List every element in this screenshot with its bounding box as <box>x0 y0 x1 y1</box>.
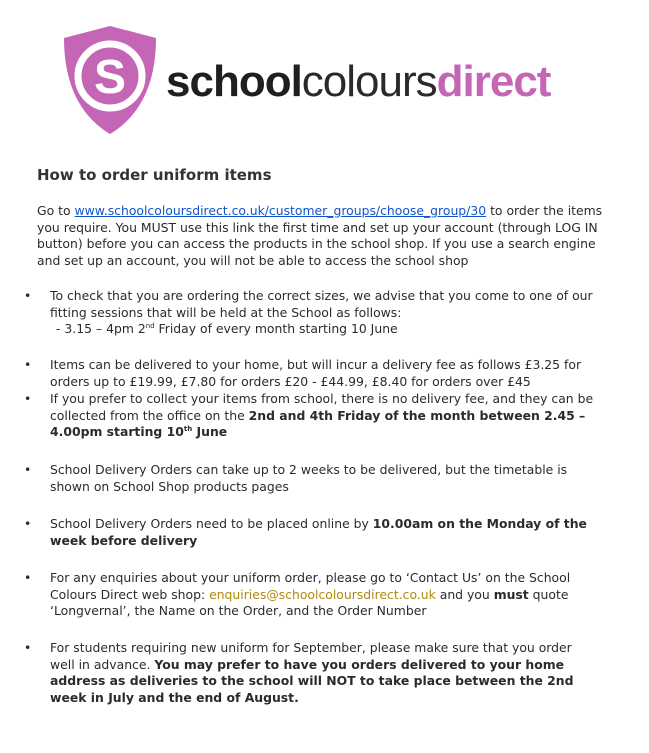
fitting-session-time: - 3.15 – 4pm 2 <box>56 321 146 336</box>
logo <box>60 24 600 140</box>
list-item-delivery-fee <box>24 357 594 390</box>
fitting-text: To check that you are ordering the correct sizes, we advise that you come to one of our fitting sessions that will be held at the School as follows: <box>50 288 593 320</box>
bullet-icon: • <box>24 570 32 585</box>
intro-rest: to order the items you require. You MUST use this link the first time and set up your account (through LOG IN button) before you can access the products in the school shop. If you use a search engine and set up an account, you will not be able to access the school shop <box>37 203 603 268</box>
shield-logo-icon <box>60 24 160 136</box>
delivery-fee-text: Items can be delivered to your home, but will incur a delivery fee as follows £3.25 for orders up to £19.99, £7.80 for orders £20 - £44.99, £8.40 for orders over £45 <box>50 357 582 389</box>
deadline-text: School Delivery Orders need to be placed online by <box>50 516 373 531</box>
enquiries-text-b: and you <box>435 586 494 602</box>
intro-go-to: Go to <box>37 203 75 218</box>
list-item-september <box>24 640 594 706</box>
enquiries-must: must <box>493 586 529 602</box>
september-bold: You may prefer to have you orders delivered to your home address as deliveries to the school will NOT to take place between the 2nd week in July and the end of August. <box>50 656 574 705</box>
bullet-icon: • <box>24 462 32 477</box>
list-item-deadline <box>24 516 594 549</box>
brand-part-school: school <box>166 57 302 106</box>
brand-part-direct: direct <box>436 57 551 106</box>
page-title: How to order uniform items <box>37 166 272 184</box>
brand-part-colours: colours <box>301 57 437 106</box>
collect-month: June <box>192 424 228 439</box>
list-item-collect <box>24 391 594 441</box>
bullet-icon: • <box>24 357 32 372</box>
shop-link[interactable]: www.schoolcoloursdirect.co.uk/customer_groups/choose_group/30 <box>74 203 487 218</box>
enquiries-text-c: quote ‘Longvernal’, the Name on the Order, and the Order Number <box>50 586 569 618</box>
bullet-icon: • <box>24 288 32 303</box>
fitting-session <box>56 321 594 338</box>
collect-text: If you prefer to collect your items from school, there is no delivery fee, and they can be collected from the office on the <box>50 391 594 423</box>
list-item-enquiries <box>24 570 594 620</box>
list-item-fitting <box>24 288 594 338</box>
collect-times: 2nd and 4th Friday of the month between 2.45 – 4.00pm starting 10 <box>50 407 586 439</box>
enquiries-text: For any enquiries about your uniform order, please go to ‘Contact Us’ on the School Colours Direct web shop: <box>50 570 571 602</box>
delivery-time-text: School Delivery Orders can take up to 2 weeks to be delivered, but the timetable is shown on School Shop products pages <box>50 462 568 494</box>
september-text: For students requiring new uniform for September, please make sure that you order well in advance. <box>50 640 572 672</box>
bullet-icon: • <box>24 391 32 406</box>
deadline-bold: 10.00am on the Monday of the week before delivery <box>50 516 587 548</box>
bullet-icon: • <box>24 640 32 655</box>
list-item-delivery-time <box>24 462 594 495</box>
collect-sup: th <box>183 424 193 433</box>
bullet-icon: • <box>24 516 32 531</box>
intro-paragraph <box>37 203 607 269</box>
logo-letter: S <box>93 51 127 104</box>
fitting-session-sup: nd <box>145 321 155 330</box>
enquiries-email-link[interactable]: enquiries@schoolcoloursdirect.co.uk <box>209 586 436 602</box>
brand-name <box>166 54 550 110</box>
fitting-session-day: Friday of every month starting 10 June <box>154 321 398 336</box>
